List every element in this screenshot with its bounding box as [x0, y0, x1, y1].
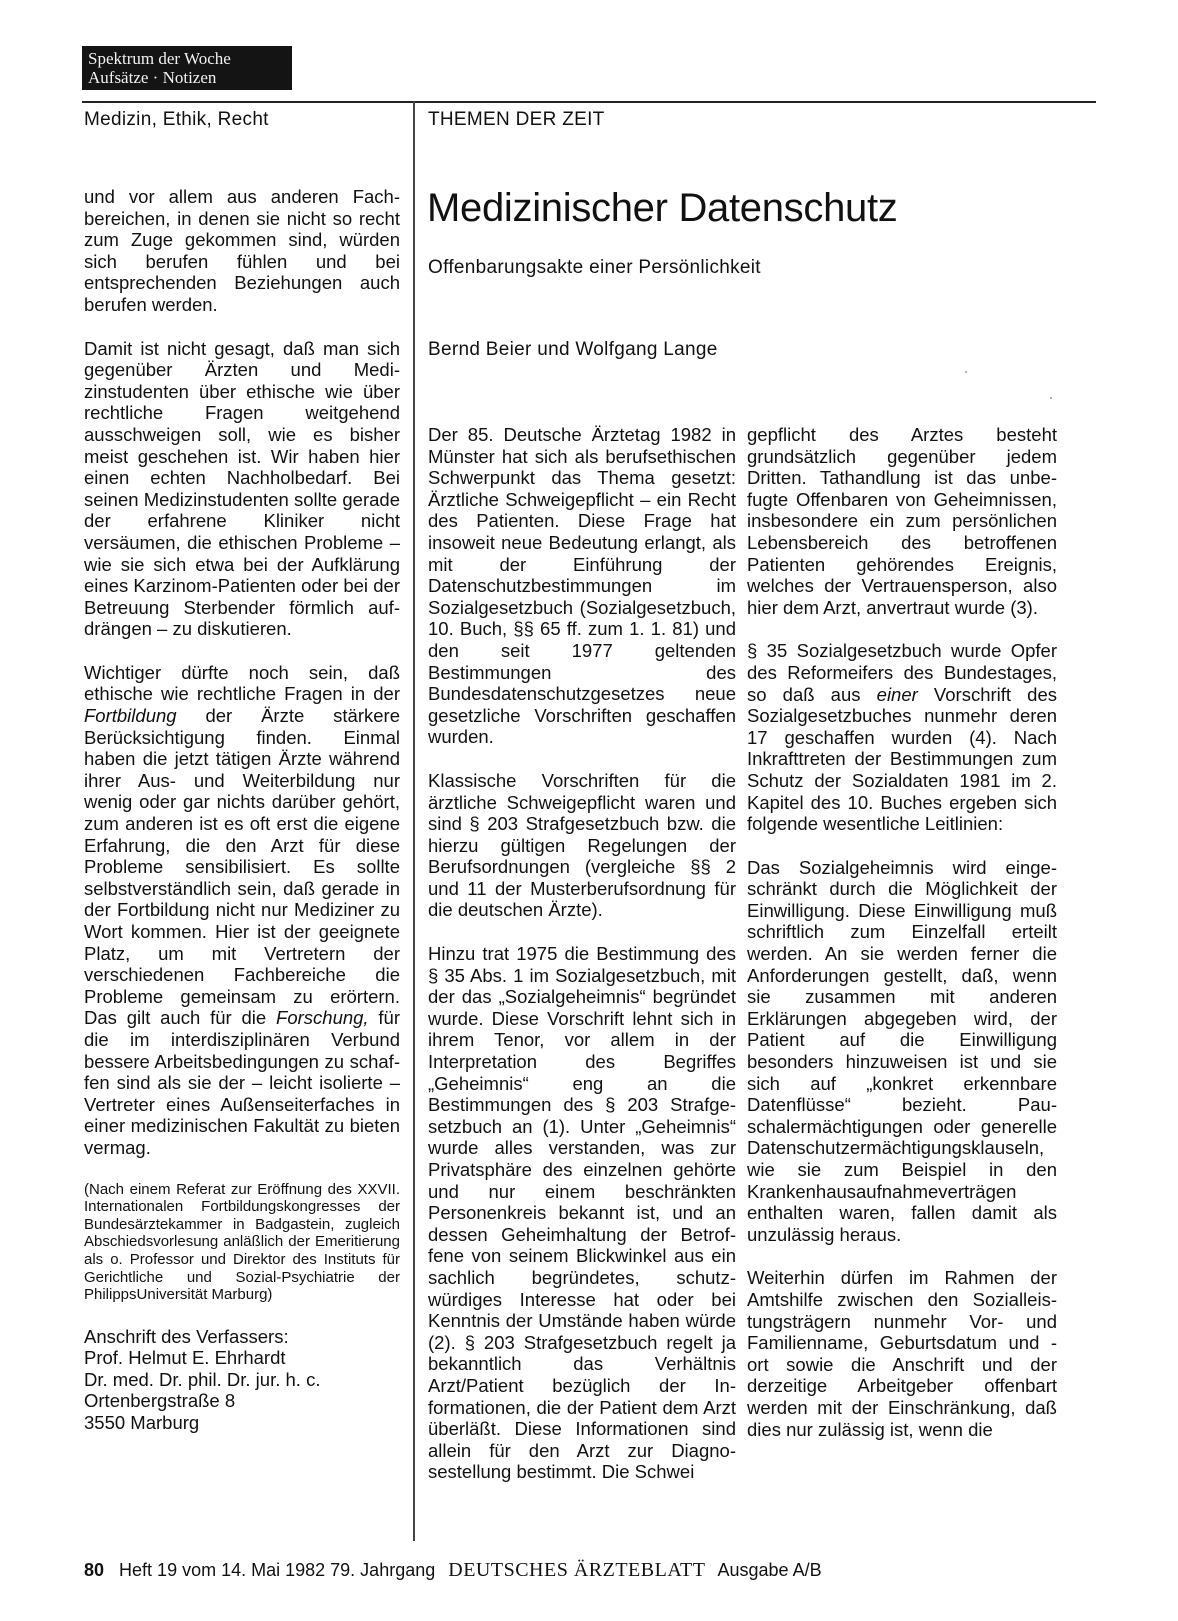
- paragraph: [747, 640, 1057, 834]
- address-line: 3550 Marburg: [84, 1412, 200, 1434]
- address-line: Dr. med. Dr. phil. Dr. jur. h. c.: [84, 1368, 321, 1390]
- paragraph: Weiterhin dürfen im Rahmen der Amtshilfe zwischen den Sozialleistungsträgern nunmehr Vor- und Familienname, Geburtsdatum und -ort sowie die Anschrift und der derzeitige Arbeitgeber offenbart werden mit der Einschränkung, daß dies nur zulässig ist, wenn die: [747, 1267, 1057, 1440]
- print-speck: [1050, 397, 1052, 399]
- text-run: Vorschrift des Sozialgesetzbuches nunmehr deren 17 geschaffen wurden (4). Nach Inkrafttreten der Bestimmungen zum Schutz der Sozialdaten 1981 im 2. Kapitel des 10. Buches ergeben sich folgende wesentliche Leitlinien:: [747, 683, 1057, 835]
- footnote: (Nach einem Referat zur Eröffnung des XXVII. Internationalen Fortbildungskongresses der Bundesärztekammer in Badgastein, zugleich Abschiedsvorlesung anläßlich der Emeritierung als o. Professor und Direktor des Instituts für Gerichtliche und Sozial-Psychiatrie der PhilippsUniversität Marburg): [84, 1180, 400, 1304]
- right-column: [747, 424, 1057, 1462]
- text-run: der Ärzte stärkere Berücksichtigung finden. Einmal haben die jetzt tätigen Ärzte während ihrer Aus- und Weiterbildung nur wenig oder gar nichts darüber gehört, zum anderen ist es oft erst die eigene Erfahrung, die den Arzt für diese Probleme sensibilisiert. Es sollte selbstverständlich sein, daß gerade in der Fortbildung nicht nur Mediziner zu Wort kommen. Hier ist der geeignete Platz, um mit Vertretern der verschiedenen Fachbereiche die Probleme gemeinsam zu erörtern. Das gilt auch für die: [84, 705, 400, 1029]
- section-label: Medizin, Ethik, Recht: [84, 109, 269, 130]
- emphasis: Fortbildung: [84, 705, 177, 727]
- text-run: Wichtiger dürfte noch sein, daß ethische wie rechtliche Fragen in der: [84, 661, 400, 705]
- article-authors: Bernd Beier und Wolfgang Lange: [428, 339, 718, 360]
- paragraph: [84, 662, 400, 1159]
- publication-name: DEUTSCHES ÄRZTEBLATT: [448, 1559, 706, 1581]
- article-subtitle: Offenbarungsakte einer Persönlichkeit: [428, 257, 761, 278]
- paragraph: Der 85. Deutsche Ärztetag 1982 in Münster hat sich als berufsethischen Schwerpunkt das Thema gesetzt: Ärztliche Schweigepflicht – ein Recht des Patienten. Diese Frage hat insoweit neue Bedeutung erlangt, als mit der Einführung der Datenschutzbestimmungen im Sozialgesetzbuch (Sozialgesetzbuch, 10. Buch, §§ 65 ff. zum 1. 1. 81) und den seit 1977 geltenden Bestimmungen des Bundesdatenschutzgesetzes neue gesetzliche Vorschriften geschaffen wurden.: [428, 424, 736, 748]
- print-speck: [965, 371, 967, 373]
- paragraph: Hinzu trat 1975 die Bestimmung des § 35 Abs. 1 im Sozialgesetzbuch, mit der das „Sozialgeheimnis“ begründet wurde. Diese Vorschrift lehnt sich in ihrem Tenor, vor allem in der Interpretation des Begriffes „Geheimnis“ eng an die Bestimmungen des § 203 Strafgesetzbuch an (1). Unter „Geheimnis“ wurde alles verstanden, was zur Privatsphäre des einzelnen gehörte und nur einem beschränkten Personenkreis bekannt ist, und an dessen Geheimhaltung der Betroffene von seinem Blickwinkel aus ein sachlich begründetes, schutzwürdiges Interesse hat oder bei Kenntnis der Umstände haben würde (2). § 203 Strafgesetzbuch regelt ja bekanntlich das Verhältnis Arzt/Patient bezüglich der Informationen, die der Patient dem Arzt überläßt. Diese Informationen sind allein für den Arzt zur Diagnosestellung bestimmt. Die Schwei: [428, 943, 736, 1483]
- address-line: Prof. Helmut E. Ehrhardt: [84, 1347, 286, 1369]
- address-line: Ortenbergstraße 8: [84, 1390, 236, 1412]
- text-run: für die im interdisziplinären Verbund bessere Arbeitsbedingungen zu schaffen sind als sie der – leicht isolierte – Vertreter eines Außenseiterfaches in einer medizinischen Fakultät zu bieten vermag.: [84, 1007, 400, 1158]
- top-rule: [82, 101, 1096, 103]
- paragraph: gepflicht des Arztes besteht grundsätzlich gegenüber jedem Dritten. Tathandlung ist das unbefugte Offenbaren von Geheimnissen, insbesondere ein zum persönlichen Lebensbereich des betroffenen Patienten gehörendes Ereignis, welches der Vertrauensperson, also hier dem Arzt, anvertraut wurde (3).: [747, 424, 1057, 618]
- article-title: Medizinischer Datenschutz: [427, 186, 898, 230]
- emphasis: Forschung,: [276, 1007, 369, 1029]
- paragraph: Das Sozialgeheimnis wird eingeschränkt durch die Möglichkeit der Einwilligung. Diese Einwilligung muß schriftlich zum Einzelfall erteilt werden. An sie werden ferner die Anforderungen gestellt, daß, wenn sie zusammen mit anderen Erklärungen abgegeben wird, der Patient auf die Einwilligung besonders hinzuweisen ist und sie sich auf „konkret erkennbare Datenflüsse“ bezieht. Pauschalermächtigungen oder generelle Datenschutzermächtigungsklauseln, wie sie zum Beispiel in den Krankenhausaufnahmeverträgen enthalten waren, fallen damit als unzulässig heraus.: [747, 856, 1057, 1245]
- paragraph: Damit ist nicht gesagt, daß man sich gegenüber Ärzten und Medizinstudenten über ethische wie über rechtliche Fragen weitgehend ausschweigen soll, wie es bisher meist geschehen ist. Wir haben hier einen echten Nachholbedarf. Bei seinen Medizinstudenten sollte gerade der erfahrene Kliniker nicht versäumen, die ethischen Probleme – wie sie sich etwa bei der Aufklärung eines Karzinom-Patienten oder bei der Betreuung Sterbender förmlich aufdrängen – zu diskutieren.: [84, 337, 400, 640]
- page-footer: [84, 1559, 822, 1582]
- issue-info: Heft 19 vom 14. Mai 1982 79. Jahrgang: [119, 1560, 436, 1580]
- paragraph: Klassische Vorschriften für die ärztliche Schweigepflicht waren und sind § 203 Strafgesetzbuch bzw. die hierzu gültigen Regelungen der Berufsordnungen (vergleiche §§ 2 und 11 der Musterberufsordnung für die deutschen Ärzte).: [428, 769, 736, 921]
- emphasis: einer: [876, 683, 918, 705]
- paragraph: und vor allem aus anderen Fachbereichen, in denen sie nicht so recht zum Zuge gekommen sind, würden sich berufen fühlen und bei entsprechenden Beziehungen auch berufen werden.: [84, 186, 400, 315]
- left-column: [84, 186, 400, 1456]
- rubric-label: THEMEN DER ZEIT: [428, 109, 605, 130]
- header-box-line2: Aufsätze · Notizen: [88, 68, 217, 87]
- column-rule: [413, 101, 415, 1541]
- middle-column: [428, 424, 736, 1505]
- edition-info: Ausgabe A/B: [717, 1560, 822, 1580]
- page-number: 80: [84, 1560, 105, 1580]
- address-line: Anschrift des Verfassers:: [84, 1325, 289, 1347]
- text-run: § 35 Sozialgesetzbuch wurde Opfer des Reformeifers des Bundestages, so daß aus: [747, 640, 1057, 705]
- header-box-line1: Spektrum der Woche: [88, 49, 231, 68]
- section-header-box: [82, 46, 292, 90]
